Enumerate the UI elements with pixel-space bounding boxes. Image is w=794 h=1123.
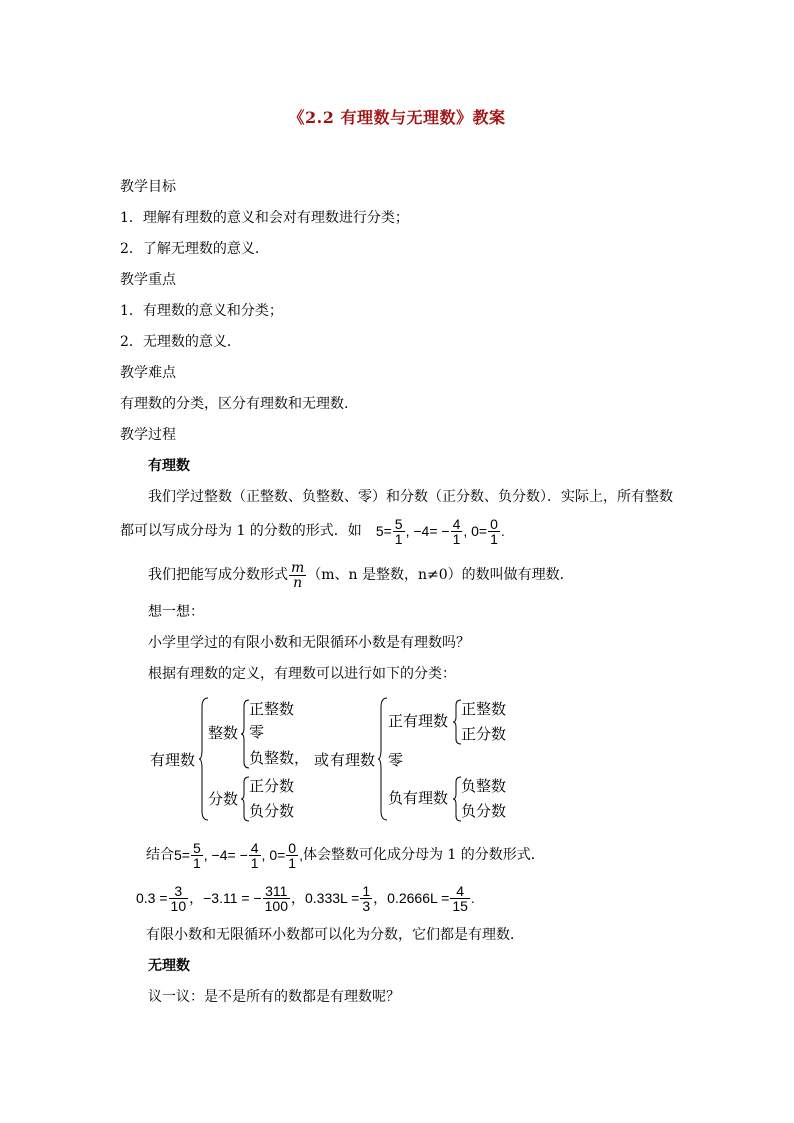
example-5: 5= <box>375 523 392 539</box>
fraction-0-over-1: $\frac{0}{1}$ <box>490 515 498 547</box>
fraction-4-over-1: $\frac{4}{1}$ <box>452 515 461 547</box>
left-neg-frac: 负分数 <box>249 802 295 820</box>
right-neg-rational: 负有理数 <box>388 789 449 807</box>
irrational-heading: 无理数 <box>148 958 190 974</box>
fraction-5-over-1: $\frac{5}{1}$ <box>394 515 403 547</box>
key-item-2: 2．无理数的意义． <box>120 334 241 350</box>
goal-item-1: 1．理解有理数的意义和会对有理数进行分类； <box>120 210 409 226</box>
combine-pre: 结合 <box>146 847 174 863</box>
left-integer: 整数 <box>208 724 239 742</box>
difficulty-item-1: 有理数的分类，区分有理数和无理数. <box>120 396 349 412</box>
fraction-m-over-n: $\frac{m}{n}$ <box>291 559 305 591</box>
right-pos-frac: 正分数 <box>461 725 507 743</box>
para1-line2-text: 都可以写成分母为 1 的分数的形式．如 <box>120 523 362 539</box>
left-fraction: 分数 <box>208 790 239 808</box>
goal-heading: 教学目标 <box>120 179 176 195</box>
example-0: , 0= <box>463 523 488 539</box>
discuss-text: 议一议：是不是所有的数都是有理数呢？ <box>148 989 400 1005</box>
combine-line: 结合 5= $\frac{5}{1}$ , −4= − $\frac{4}{1}$ , 0= $\frac{0}{1}$ , 体会整数可化成分母为 1 的分数形式． <box>146 839 545 871</box>
left-zero: 零 <box>249 723 265 741</box>
key-item-1: 1．有理数的意义和分类； <box>120 303 283 319</box>
left-pos-int: 正整数 <box>249 700 295 718</box>
conclusion-text: 有限小数和无限循环小数都可以化为分数，它们都是有理数． <box>146 927 524 943</box>
right-neg-frac: 负分数 <box>461 802 507 820</box>
right-root: 有理数 <box>330 751 376 769</box>
combine-fraction-4-over-1: $\frac{4}{1}$ <box>250 839 259 871</box>
example-minus4: , −4= − <box>405 523 450 539</box>
right-pos-int: 正整数 <box>461 700 507 718</box>
para2-text: 我们把能写成分数形式 <box>148 567 288 583</box>
combine-fraction-0-over-1: $\frac{0}{1}$ <box>288 839 297 871</box>
rational-heading: 有理数 <box>148 458 190 474</box>
para1-line1: 我们学过整数（正整数、负整数、零）和分数（正分数、负分数）．实际上，所有整数 <box>148 489 673 505</box>
or-label: 或 <box>314 751 330 769</box>
left-root: 有理数 <box>150 751 196 769</box>
fraction-1-over-3: $\frac{1}{3}$ <box>362 882 371 914</box>
goal-item-2: 2．了解无理数的意义. <box>120 241 260 257</box>
difficulty-heading: 教学难点 <box>120 365 176 381</box>
fraction-4-over-15: $\frac{4}{15}$ <box>452 882 468 914</box>
classify-intro: 根据有理数的定义，有理数可以进行如下的分类： <box>148 666 456 682</box>
process-heading: 教学过程 <box>120 427 176 443</box>
key-heading: 教学重点 <box>120 272 176 288</box>
fraction-311-over-100: $\frac{311}{100}$ <box>264 882 288 914</box>
fraction-3-over-10: $\frac{3}{10}$ <box>170 882 187 914</box>
page-title: 《2.2 有理数与无理数》教案 <box>288 108 506 127</box>
right-neg-int: 负整数 <box>461 777 507 795</box>
combine-fraction-5-over-1: $\frac{5}{1}$ <box>192 839 201 871</box>
combine-post: 体会整数可化成分母为 1 的分数形式． <box>302 847 545 863</box>
right-pos-rational: 正有理数 <box>388 712 449 730</box>
right-zero: 零 <box>388 751 404 769</box>
think-label: 想一想： <box>148 604 204 620</box>
left-pos-frac: 正分数 <box>249 777 295 795</box>
para2-condition: （m、n 是整数，n≠0）的数叫做有理数． <box>307 567 574 583</box>
para1-line2: 都可以写成分母为 1 的分数的形式．如 5= $\frac{5}{1}$ , −4= − $\frac{4}{1}$ , 0= $\frac{0}{1}$ . <box>120 515 505 547</box>
left-neg-int: 负整数， <box>249 749 310 767</box>
decimal-examples: 0.3 = $\frac{3}{10}$ ，−3.11 = − $\frac{311}{100}$ ，0.333L = $\frac{1}{3}$ ，0.2666L = $\frac{4}{15}$ . <box>136 882 475 914</box>
question-text: 小学里学过的有限小数和无限循环小数是有理数吗？ <box>148 635 470 651</box>
para2 <box>148 556 574 594</box>
